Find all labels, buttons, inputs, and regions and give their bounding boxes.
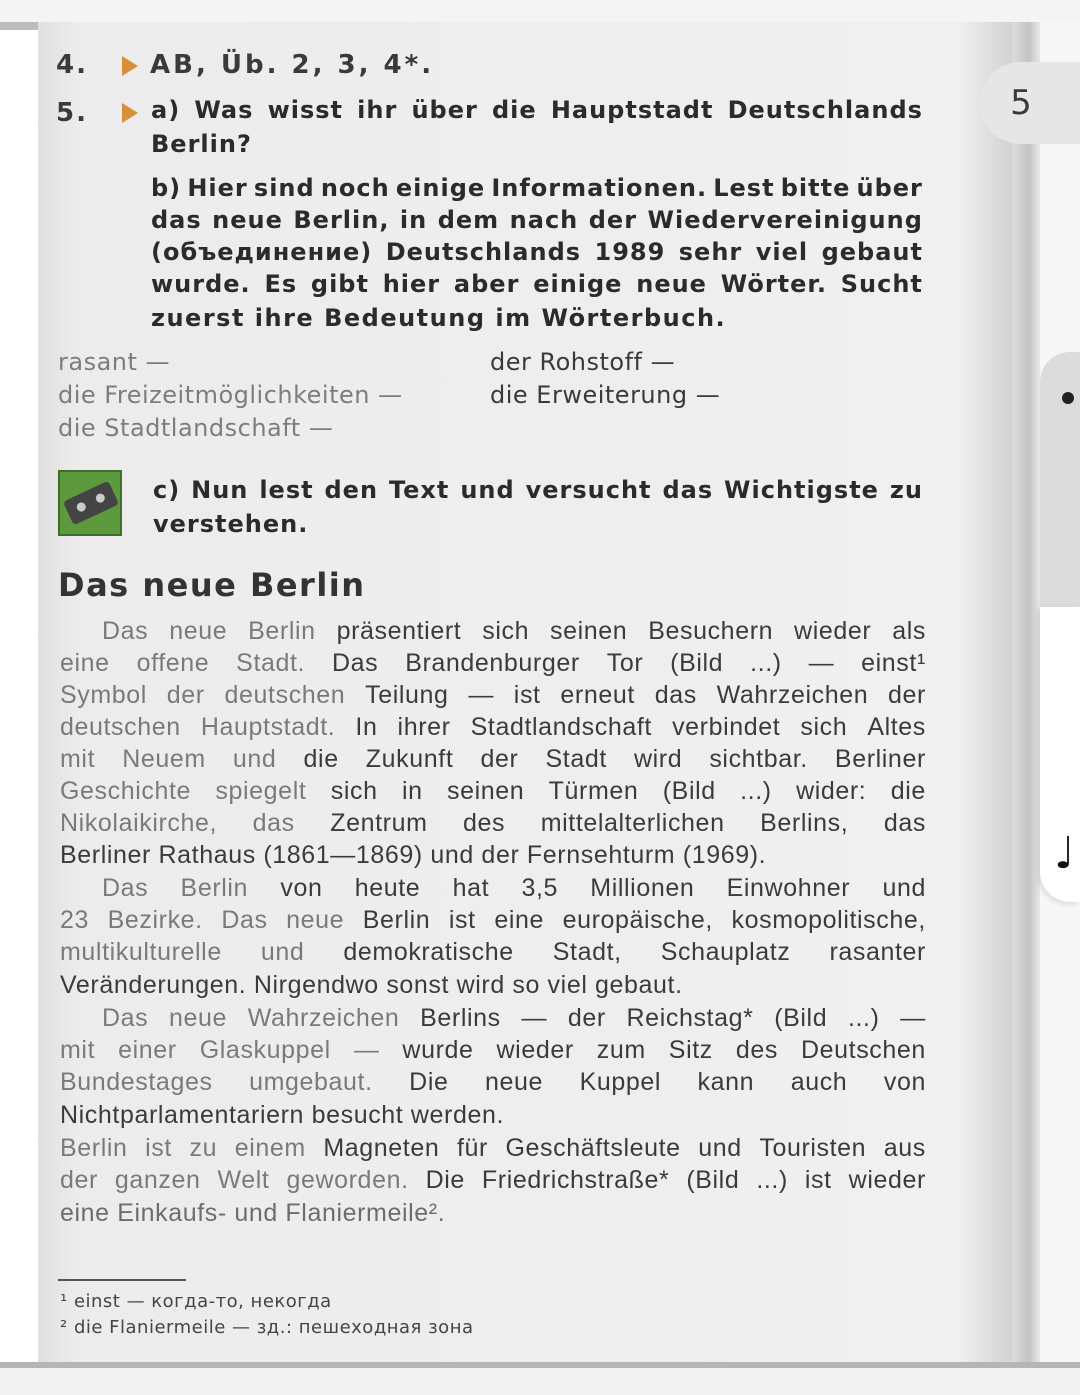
article-line: Bundestages umgebaut. Die neue Kuppel kann auch von xyxy=(60,1068,926,1096)
article-line: eine offene Stadt. Das Brandenburger Tor (Bild ...) — einst¹ xyxy=(60,649,926,677)
article-line: Berliner Rathaus (1861—1869) und der Fernsehturm (1969). xyxy=(60,841,767,869)
article-line: eine Einkaufs- und Flaniermeile². xyxy=(60,1199,446,1227)
exercise-5b-line-4: wurde. Es gibt hier aber einige neue Wörter. Sucht xyxy=(151,270,923,298)
exercise-4-number: 4. xyxy=(56,50,88,80)
article-line: multikulturelle und demokratische Stadt, Schauplatz rasanter xyxy=(60,938,926,966)
exercise-5b-line-1: b) Hier sind noch einige Informationen. Lest bitte über xyxy=(151,174,923,202)
article-line: Das neue Wahrzeichen Berlins — der Reichstag* (Bild ...) — xyxy=(102,1004,926,1032)
article-line: Das neue Berlin präsentiert sich seinen Besuchern wieder als xyxy=(102,617,926,645)
side-handle-upper[interactable] xyxy=(1040,352,1080,607)
audio-cassette-icon xyxy=(58,470,122,536)
article-line: Das Berlin von heute hat 3,5 Millionen Einwohner und xyxy=(102,874,926,902)
arrow-icon xyxy=(122,103,138,123)
exercise-5-number: 5. xyxy=(56,98,88,128)
dot-icon[interactable] xyxy=(1062,392,1074,404)
vocab-item: die Stadtlandschaft — xyxy=(58,414,334,442)
vocab-item: rasant — xyxy=(58,348,171,376)
page-binding-edge xyxy=(1012,22,1040,1362)
vocab-item: der Rohstoff — xyxy=(490,348,676,376)
exercise-5b-line-3: (объединение) Deutschlands 1989 sehr viel gebaut xyxy=(151,238,923,266)
article-line: 23 Bezirke. Das neue Berlin ist eine europäische, kosmopolitische, xyxy=(60,906,926,934)
exercise-5c-line-2: verstehen. xyxy=(153,510,309,538)
article-line: Symbol der deutschen Teilung — ist erneut das Wahrzeichen der xyxy=(60,681,926,709)
article-title: Das neue Berlin xyxy=(58,566,366,604)
article-line: mit einer Glaskuppel — wurde wieder zum Sitz des Deutschen xyxy=(60,1036,926,1064)
footnote-divider xyxy=(58,1279,186,1281)
exercise-5c-line-1: c) Nun lest den Text und versucht das Wichtigste zu xyxy=(153,476,923,504)
article-line: Nichtparlamentariern besucht werden. xyxy=(60,1101,505,1129)
footnote: ¹ einst — когда-то, некогда xyxy=(60,1291,332,1312)
exercise-5a-line-1: a) Was wisst ihr über die Hauptstadt Deutschlands xyxy=(151,96,923,124)
article-line: Berlin ist zu einem Magneten für Geschäftsleute und Touristen aus xyxy=(60,1134,926,1162)
footnote: ² die Flaniermeile — зд.: пешеходная зона xyxy=(60,1317,474,1338)
vocab-item: die Erweiterung — xyxy=(490,381,721,409)
article-line: Veränderungen. Nirgendwo sonst wird so viel gebaut. xyxy=(60,971,683,999)
vocab-item: die Freizeitmöglichkeiten — xyxy=(58,381,403,409)
page-number-tab[interactable] xyxy=(980,62,1080,144)
article-line: Geschichte spiegelt sich in seinen Türmen (Bild ...) wider: die xyxy=(60,777,926,805)
exercise-5b-line-2: das neue Berlin, in dem nach der Wiedervereinigung xyxy=(151,206,923,234)
music-note-icon[interactable]: ♩ xyxy=(1054,828,1075,879)
article-line: mit Neuem und die Zukunft der Stadt wird sichtbar. Berliner xyxy=(60,745,926,773)
scan-bottom-border xyxy=(0,1362,1080,1395)
exercise-5b-line-5: zuerst ihre Bedeutung im Wörterbuch. xyxy=(151,304,727,332)
arrow-icon xyxy=(122,56,138,76)
article-line: der ganzen Welt geworden. Die Friedrichstraße* (Bild ...) ist wieder xyxy=(60,1166,926,1194)
article-line: deutschen Hauptstadt. In ihrer Stadtlandschaft verbindet sich Altes xyxy=(60,713,926,741)
exercise-4-text: AB, Üb. 2, 3, 4*. xyxy=(150,50,435,80)
article-line: Nikolaikirche, das Zentrum des mittelalterlichen Berlins, das xyxy=(60,809,926,837)
page-number: 5 xyxy=(1010,83,1032,123)
exercise-5a-line-2: Berlin? xyxy=(151,130,252,158)
